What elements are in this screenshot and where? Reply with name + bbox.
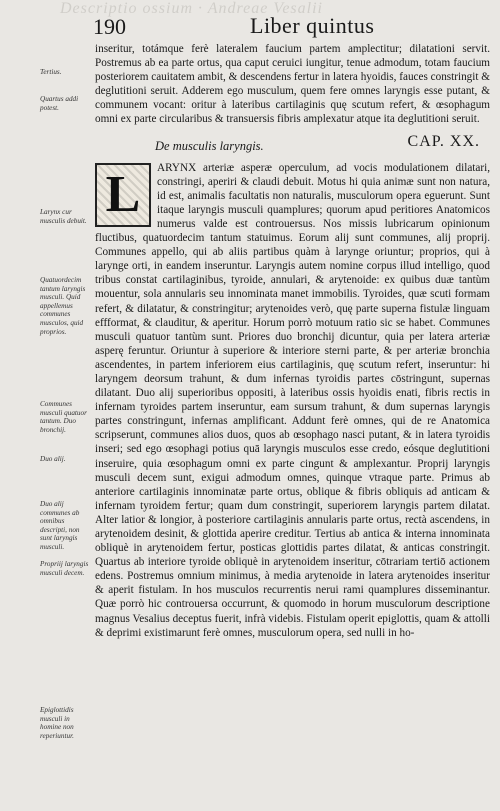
intro-paragraph: inseritur, totámque ferè lateralem faucium partem amplectitur; dilatationi servit. Postremus ab ea parte ortus, qua caput ceruici iungitur, tenue admodum, totam faucium posteriorem cauitatem ambit, & descendens fertur in latera hyoidis, fauces constringit & deglutitioni seruit. Adderem ego musculum, quem fere omnes laryngis esse putant, & communem vocant: oritur à lateribus cartilaginis quę scutum refert, & œsophagum omni ex parte circularibus & transuersis fibris amplexatur atque ita deglutitioni seruit. bbox=[95, 43, 490, 126]
main-text bbox=[95, 42, 490, 640]
chapter-paragraph bbox=[95, 161, 490, 640]
paragraph-text: ARYNX arteriæ asperæ operculum, ad vocis modulationem dilatari, constringi, aperiri & claudi debuit. Motus hi quia animæ sunt non natura, id est, animalis facultatis non naturalis, musculorum opera eguerunt. Sunt itaque laryngis musculi quamplures; quorum apud peritiores Anatomicos numerus valde est controuersus. Nos missis lubricarum opinionum fluctibus, quatuordecim tantum statuimus. Eorum alij sunt communes, alij proprij. Communes appello, qui ab aliis partibus quàm à larynge oriuntur; proprios, qui à larynge orti, in eandem inseruntur. Laryngis autem nomine corpus illud intelligo, quod tribus constat cartilaginibus, tyroide, annulari, & arytenoide: ex quibus duæ tantùm mouentur, sola annularis seu innominata manet immobilis. Tyroides, quæ scuti formam refert, & dilatatur, & constringitur; arytenoides verò, quę parte superna fistulæ linguam effformat, & clauditur, & aperitur. Horum porrò motuum ratio sic se habet. Communes musculi quatuor tantùm sunt. Priores duo bronchij dicuntur, quia per latera arteriæ asperę feruntur. Oriuntur à superiore & interiore sterni parte, & per arteriæ bronchia ascendentes, in partem inferiorem eius cartilaginis, quę scutum refert, inseruntur: hi laryngem deorsum trahunt, & dum infernas tyroidis partes cōstringunt, supernas dilatant. Duo alij superioribus oppositi, à lateribus ossis hyoidis enati, fibris rectis in infernam tyroides partem inseruntur, eam sursum trahunt, & dum supernas laryngis partes constringunt, infernas amplificant. Addunt ferè omnes, qui de re Anatomica scripserunt, communes alios duos, quos ab œsophago nasci putant, & in latera tyroidis inseri; sed ego œsophagi potius quā laryngis musculos esse credo, eósque deglutitioni inseruire, quia œsophagum omni ex parte cingunt & amplexantur. Proprij laryngis musculi decem sunt, exigui admodum omnes, quinque vtraque parte. Primus ab anteriore cartilaginis innominatæ parte ortus, oblique & fibris obliquis ad anticam & infernam tyroidem fertur; quam dum constringit, superiorem laryngis partem dilatat. Alter latior & longior, à posteriore cartilaginis annularis parte ortus, rectà ascendens, in arytenoidem desinit, & glottida aperire creditur. Tertius ab antica & interna innominata obliquè in arytenoidem fertur, posticas glottidis partes dilatat, & anticas constringit. Quartus ab interiore tyroide obliquè in arytenoidem inseritur, cōtrariam tertiō actionem edens. Postremus omnium minimus, à media arytenoide in latera arytenoides inseritur & aperit fistulam. In hos musculos recurrentis nerui rami quamplures disseminantur. Quæ porrò hic controuersa occurrunt, & quomodo in horum musculorum descriptione magnus Vesalius deceptus fuerit, infrà videbis. Fistulam operit epiglottis, quam & attolli & deprimi existimarunt ferè omnes, musculorum opera, sed nulli in ho- bbox=[95, 161, 490, 639]
margin-note: Communes musculi quatuor tantum. Duo bronchij. bbox=[40, 400, 87, 434]
margin-note: Duo alij. bbox=[40, 455, 66, 463]
running-head: Liber quintus bbox=[250, 13, 375, 38]
margin-note: Duo alij communes ab omnibus descripti, non sunt laryngis musculi. bbox=[40, 500, 80, 551]
bleed-through-text: Descriptio ossium · Andreae Vesalii bbox=[60, 0, 323, 17]
margin-note: Epiglottidis musculi in homine non reperiuntur. bbox=[40, 706, 74, 740]
margin-note: Tertius. bbox=[40, 68, 62, 76]
chapter-title: De musculis laryngis. bbox=[155, 138, 264, 153]
chapter-number: CAP. XX. bbox=[407, 132, 480, 150]
chapter-heading bbox=[95, 133, 490, 161]
margin-note: Larynx cur musculis debuit. bbox=[40, 208, 87, 225]
margin-note: Propriij laryngis musculi decem. bbox=[40, 560, 89, 577]
page-number: 190 bbox=[93, 14, 126, 39]
margin-note: Quartus addi potest. bbox=[40, 95, 79, 112]
decorated-initial: L bbox=[95, 163, 151, 227]
margin-note: Quatuordecim tantum laryngis musculi. Quid appellemus communes musculos, quid proprios. bbox=[40, 276, 86, 336]
